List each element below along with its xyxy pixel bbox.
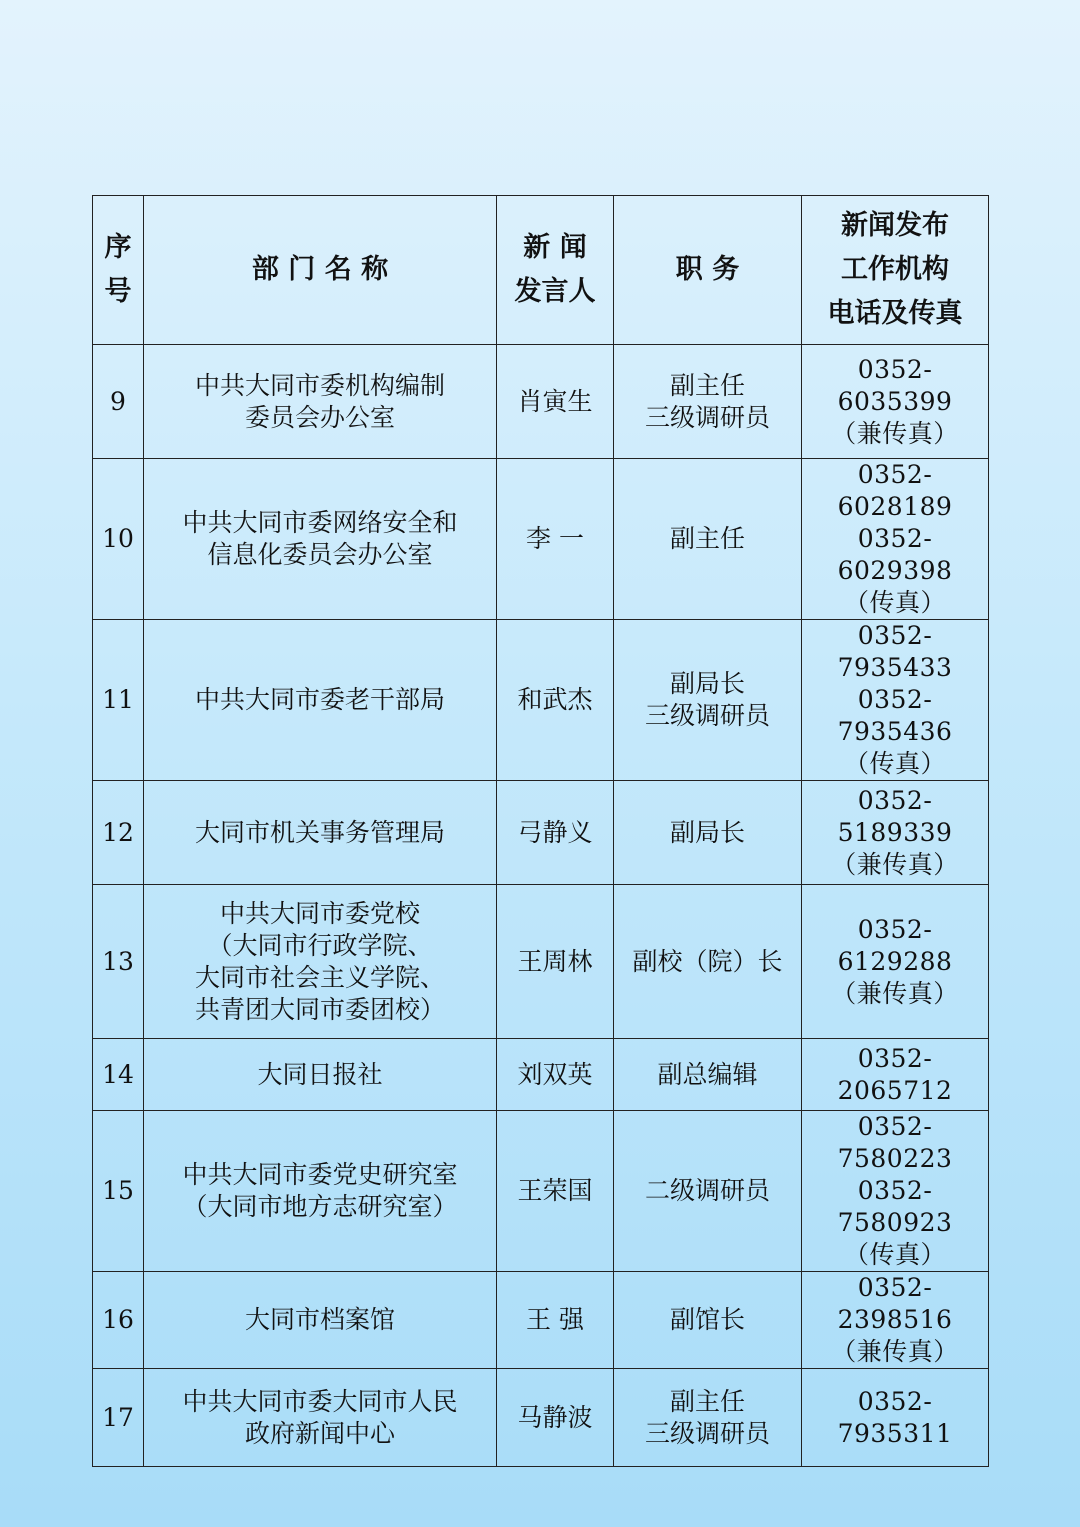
cell-title: 副校（院）长 — [614, 885, 802, 1039]
header-seq: 序 号 — [93, 196, 144, 345]
cell-person: 和武杰 — [497, 620, 614, 781]
cell-dept: 中共大同市委机构编制 委员会办公室 — [144, 345, 497, 459]
cell-seq: 9 — [93, 345, 144, 459]
cell-seq: 11 — [93, 620, 144, 781]
cell-dept: 大同日报社 — [144, 1039, 497, 1111]
cell-title: 副馆长 — [614, 1272, 802, 1369]
cell-title: 副主任 — [614, 459, 802, 620]
cell-phone: 0352-6129288 （兼传真） — [802, 885, 989, 1039]
cell-dept: 大同市档案馆 — [144, 1272, 497, 1369]
cell-phone: 0352-7935433 0352-7935436 （传真） — [802, 620, 989, 781]
cell-seq: 15 — [93, 1111, 144, 1272]
cell-dept: 中共大同市委老干部局 — [144, 620, 497, 781]
table-header-row — [93, 196, 989, 345]
cell-title: 副主任 三级调研员 — [614, 345, 802, 459]
cell-dept: 大同市机关事务管理局 — [144, 781, 497, 885]
cell-seq: 14 — [93, 1039, 144, 1111]
cell-phone: 0352-5189339 （兼传真） — [802, 781, 989, 885]
header-spokesperson: 新 闻 发言人 — [497, 196, 614, 345]
cell-person: 王荣国 — [497, 1111, 614, 1272]
cell-dept: 中共大同市委大同市人民 政府新闻中心 — [144, 1369, 497, 1467]
cell-title: 副局长 三级调研员 — [614, 620, 802, 781]
cell-title: 二级调研员 — [614, 1111, 802, 1272]
table-row — [93, 620, 989, 781]
table-row — [93, 781, 989, 885]
cell-person: 刘双英 — [497, 1039, 614, 1111]
cell-person: 王 强 — [497, 1272, 614, 1369]
table-row — [93, 885, 989, 1039]
cell-person: 马静波 — [497, 1369, 614, 1467]
table-row — [93, 1272, 989, 1369]
cell-person: 王周林 — [497, 885, 614, 1039]
cell-person: 弓静义 — [497, 781, 614, 885]
cell-dept: 中共大同市委党校 （大同市行政学院、 大同市社会主义学院、 共青团大同市委团校） — [144, 885, 497, 1039]
cell-phone: 0352-6028189 0352-6029398 （传真） — [802, 459, 989, 620]
cell-seq: 12 — [93, 781, 144, 885]
cell-phone: 0352-7935311 — [802, 1369, 989, 1467]
cell-phone: 0352-6035399 （兼传真） — [802, 345, 989, 459]
cell-dept: 中共大同市委党史研究室 （大同市地方志研究室） — [144, 1111, 497, 1272]
cell-person: 李 一 — [497, 459, 614, 620]
cell-dept: 中共大同市委网络安全和 信息化委员会办公室 — [144, 459, 497, 620]
cell-seq: 17 — [93, 1369, 144, 1467]
header-contact: 新闻发布 工作机构 电话及传真 — [802, 196, 989, 345]
header-title: 职 务 — [614, 196, 802, 345]
header-dept: 部 门 名 称 — [144, 196, 497, 345]
cell-seq: 16 — [93, 1272, 144, 1369]
table-row — [93, 1369, 989, 1467]
cell-title: 副总编辑 — [614, 1039, 802, 1111]
cell-title: 副主任 三级调研员 — [614, 1369, 802, 1467]
cell-title: 副局长 — [614, 781, 802, 885]
cell-phone: 0352-2398516 （兼传真） — [802, 1272, 989, 1369]
table-row — [93, 1111, 989, 1272]
spokesperson-table — [92, 195, 989, 1467]
cell-seq: 10 — [93, 459, 144, 620]
table-row — [93, 1039, 989, 1111]
table-row — [93, 459, 989, 620]
cell-phone: 0352-2065712 — [802, 1039, 989, 1111]
cell-seq: 13 — [93, 885, 144, 1039]
table-row — [93, 345, 989, 459]
cell-person: 肖寅生 — [497, 345, 614, 459]
cell-phone: 0352-7580223 0352-7580923 （传真） — [802, 1111, 989, 1272]
